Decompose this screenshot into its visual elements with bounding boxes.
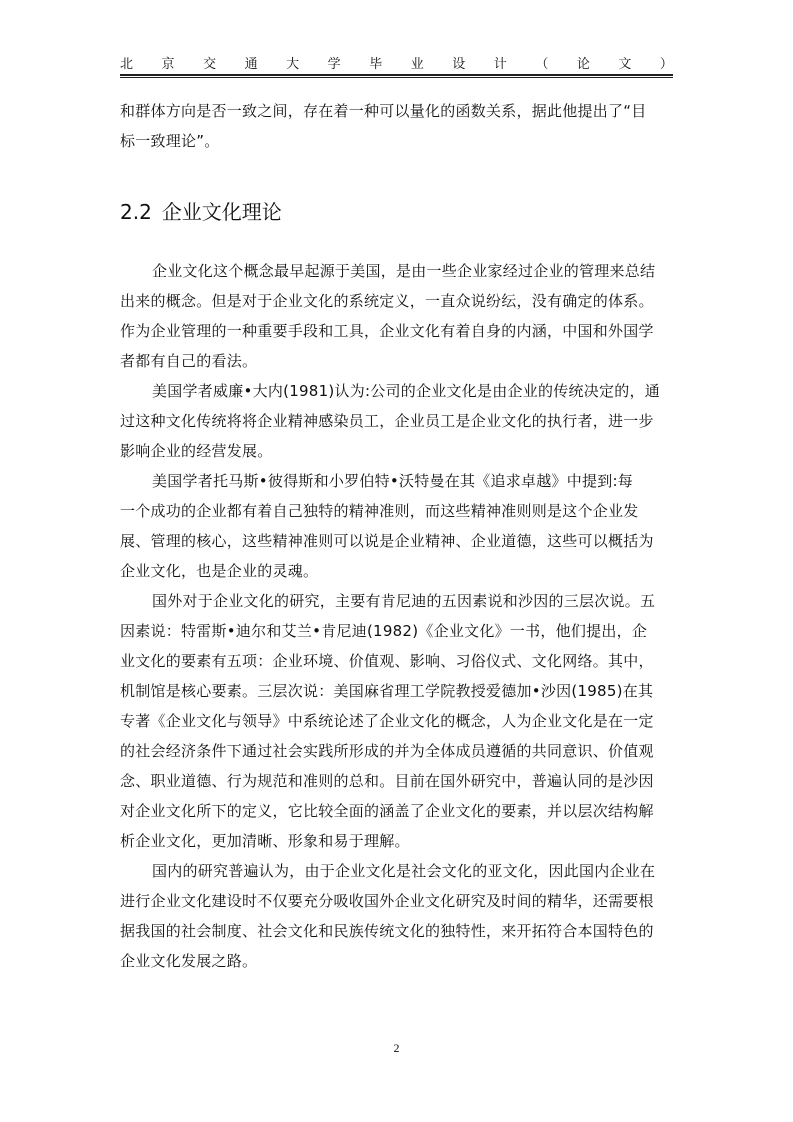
text-line: 业文化的要素有五项：企业环境、价值观、影响、习俗仪式、文化网络。其中， (120, 652, 654, 670)
header-char: （ (535, 57, 549, 72)
paragraph (120, 586, 675, 856)
header-rule-thick (120, 74, 673, 76)
text-line: 企业文化这个概念最早起源于美国，是由一些企业家经过企业的管理来总结 (152, 262, 656, 280)
text-line: 念、职业道德、行为规范和准则的总和。目前在国外研究中，普遍认同的是沙因 (120, 772, 654, 790)
header-rule-thin (120, 77, 673, 78)
header-char: 业 (410, 57, 424, 72)
paragraph (120, 376, 675, 466)
paragraph (120, 466, 675, 586)
header-char: 计 (493, 57, 507, 72)
text-line: 企业文化发展之路。 (120, 952, 258, 970)
header-char: 北 (120, 57, 134, 72)
section-heading (120, 197, 282, 227)
text-line: 析企业文化，更加清晰、形象和易于理解。 (120, 832, 410, 850)
section-body (120, 256, 675, 976)
text-line: 国内的研究普遍认为，由于企业文化是社会文化的亚文化，因此国内企业在 (152, 862, 656, 880)
header-char: 大 (286, 57, 300, 72)
section-title: 企业文化理论 (161, 200, 282, 224)
text-line: 专著《企业文化与领导》中系统论述了企业文化的概念，人为企业文化是在一定 (120, 712, 654, 730)
text-line: 对企业文化所下的定义，它比较全面的涵盖了企业文化的要素，并以层次结构解 (120, 802, 654, 820)
section-number: 2.2 (120, 200, 152, 224)
header-char: 通 (244, 57, 258, 72)
text-line: 美国学者威廉•大内(1981)认为:公司的企业文化是由企业的传统决定的，通 (152, 382, 661, 400)
text-line: 的社会经济条件下通过社会实践所形成的并为全体成员遵循的共同意识、价值观 (120, 742, 654, 760)
header-char: 文 (618, 57, 632, 72)
text-line: 标一致理论”。 (120, 132, 220, 150)
paragraph (120, 256, 675, 376)
intro-paragraph (120, 96, 675, 156)
text-line: 和群体方向是否一致之间，存在着一种可以量化的函数关系，据此他提出了“目 (120, 102, 647, 120)
header-char: 设 (452, 57, 466, 72)
header-char: 学 (327, 57, 341, 72)
text-line: 过这种文化传统将将企业精神感染员工，企业员工是企业文化的执行者，进一步 (120, 412, 654, 430)
text-line: 美国学者托马斯•彼得斯和小罗伯特•沃特曼在其《追求卓越》中提到:每 (152, 472, 634, 490)
text-line: 者都有自己的看法。 (120, 352, 258, 370)
running-header (120, 53, 673, 72)
text-line: 作为企业管理的一种重要手段和工具，企业文化有着自身的内涵，中国和外国学 (120, 322, 654, 340)
header-char: ） (659, 57, 673, 72)
text-line: 国外对于企业文化的研究，主要有肯尼迪的五因素说和沙因的三层次说。五 (152, 592, 656, 610)
header-char: 毕 (369, 57, 383, 72)
text-line: 据我国的社会制度、社会文化和民族传统文化的独特性，来开拓符合本国特色的 (120, 922, 654, 940)
text-line: 一个成功的企业都有着自己独特的精神准则，而这些精神准则则是这个企业发 (120, 502, 639, 520)
header-char: 交 (203, 57, 217, 72)
text-line: 进行企业文化建设时不仅要充分吸收国外企业文化研究及时间的精华，还需要根 (120, 892, 654, 910)
header-char: 京 (161, 57, 175, 72)
page-number: 2 (393, 1041, 400, 1055)
header-char: 论 (576, 57, 590, 72)
text-line: 展、管理的核心，这些精神准则可以说是企业精神、企业道德，这些可以概括为 (120, 532, 654, 550)
text-line: 机制馆是核心要素。三层次说：美国麻省理工学院教授爱德加•沙因(1985)在其 (120, 682, 654, 700)
text-line: 企业文化，也是企业的灵魂。 (120, 562, 319, 580)
text-line: 出来的概念。但是对于企业文化的系统定义，一直众说纷纭，没有确定的体系。 (120, 292, 654, 310)
text-line: 因素说：特雷斯•迪尔和艾兰•肯尼迪(1982)《企业文化》一书，他们提出，企 (120, 622, 648, 640)
text-line: 影响企业的经营发展。 (120, 442, 273, 460)
paragraph (120, 856, 675, 976)
